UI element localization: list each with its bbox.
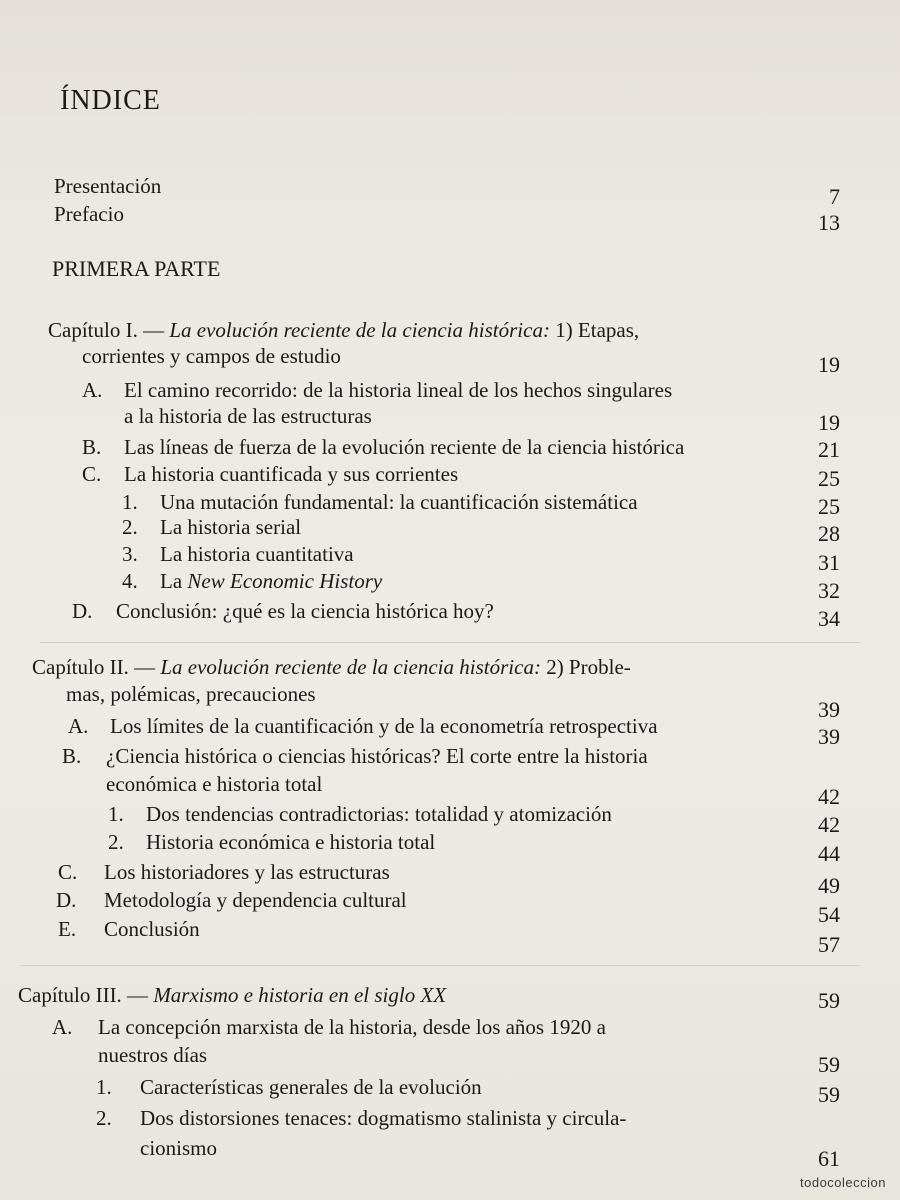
ch2-d-page: 54 [818,902,840,927]
chapter-2-title: Capítulo II. — La evolución reciente de la ciencia histórica: 2) Proble- [32,655,631,679]
ch2-c-letter: C. [58,860,78,884]
ch1-d-text: Conclusión: ¿qué es la ciencia histórica hoy? [116,599,494,623]
ch1-c2-page: 28 [818,521,840,546]
entry-presentacion: Presentación [54,174,162,198]
ch1-b-page: 21 [818,437,840,462]
ch1-a-text: El camino recorrido: de la historia lineal de los hechos singulares [124,378,673,402]
ch3-a-text-cont: nuestros días [98,1043,208,1067]
ch2-e-text: Conclusión [104,917,200,941]
ch1-b-text: Las líneas de fuerza de la evolución reciente de la ciencia histórica [124,435,685,459]
watermark-logo: todocoleccion [800,1175,886,1190]
divider-2 [20,965,860,966]
chapter-1-page: 19 [818,352,840,377]
ch1-a-page: 19 [818,410,840,435]
divider [40,642,860,643]
ch1-c-page: 25 [818,466,840,491]
ch1-c-letter: C. [82,462,102,486]
ch2-e-page: 57 [818,932,840,957]
ch1-c-text: La historia cuantificada y sus corrientes [124,462,459,486]
chapter-1-title-cont: corrientes y campos de estudio [82,344,341,368]
chapter-3-title: Capítulo III. — Marxismo e historia en el siglo XX [18,983,447,1007]
ch3-a2-text-cont: cionismo [140,1136,217,1160]
page-title: ÍNDICE [60,85,161,116]
ch2-d-text: Metodología y dependencia cultural [104,888,407,912]
ch2-d-letter: D. [56,888,77,912]
ch3-a1-text: Características generales de la evolución [140,1075,482,1099]
ch3-a-page: 59 [818,1052,840,1077]
ch3-a1-num: 1. [96,1075,112,1099]
chapter-3-page: 59 [818,988,840,1013]
ch3-a2-page: 61 [818,1146,840,1171]
ch1-c4-text: La New Economic History [160,569,383,593]
ch3-a-text: La concepción marxista de la historia, desde los años 1920 a [98,1015,606,1039]
entry-prefacio-page: 13 [818,210,840,235]
ch3-a2-num: 2. [96,1106,112,1130]
ch1-c2-text: La historia serial [160,515,302,539]
ch2-c-page: 49 [818,873,840,898]
ch1-c1-num: 1. [122,490,138,514]
ch2-a-page: 39 [818,724,840,749]
chapter-1-title: Capítulo I. — La evolución reciente de la ciencia histórica: 1) Etapas, [48,318,640,342]
ch1-c1-text: Una mutación fundamental: la cuantificación sistemática [160,490,638,514]
ch2-b2-num: 2. [108,830,124,854]
ch2-b-text: ¿Ciencia histórica o ciencias históricas? El corte entre la historia [106,744,648,768]
ch1-d-letter: D. [72,599,93,623]
ch2-c-text: Los historiadores y las estructuras [104,860,390,884]
ch2-b1-text: Dos tendencias contradictorias: totalidad y atomización [146,802,612,826]
entry-prefacio: Prefacio [54,202,124,226]
ch2-b-page: 42 [818,784,840,809]
chapter-2-title-cont: mas, polémicas, precauciones [66,682,316,706]
ch1-a-letter: A. [82,378,103,402]
ch1-c3-num: 3. [122,542,138,566]
ch1-c4-num: 4. [122,569,138,593]
ch1-b-letter: B. [82,435,102,459]
ch1-c3-page: 31 [818,550,840,575]
ch2-a-text: Los límites de la cuantificación y de la econometría retrospectiva [110,714,658,738]
ch1-c4-page: 32 [818,578,840,603]
ch2-b-letter: B. [62,744,82,768]
ch1-c1-page: 25 [818,494,840,519]
ch2-b2-page: 44 [818,841,840,866]
ch1-c3-text: La historia cuantitativa [160,542,354,566]
ch2-b1-page: 42 [818,812,840,837]
part-heading: PRIMERA PARTE [52,256,221,281]
ch2-b-text-cont: económica e historia total [106,772,323,796]
ch3-a1-page: 59 [818,1082,840,1107]
ch2-a-letter: A. [68,714,89,738]
ch2-b2-text: Historia económica e historia total [146,830,436,854]
chapter-2-page: 39 [818,697,840,722]
ch3-a2-text: Dos distorsiones tenaces: dogmatismo stalinista y circula- [140,1106,627,1130]
ch2-b1-num: 1. [108,802,124,826]
ch3-a-letter: A. [52,1015,73,1039]
ch2-e-letter: E. [58,917,77,941]
ch1-c2-num: 2. [122,515,138,539]
ch1-a-text-cont: a la historia de las estructuras [124,404,372,428]
ch1-d-page: 34 [818,606,840,631]
entry-presentacion-page: 7 [829,184,840,209]
